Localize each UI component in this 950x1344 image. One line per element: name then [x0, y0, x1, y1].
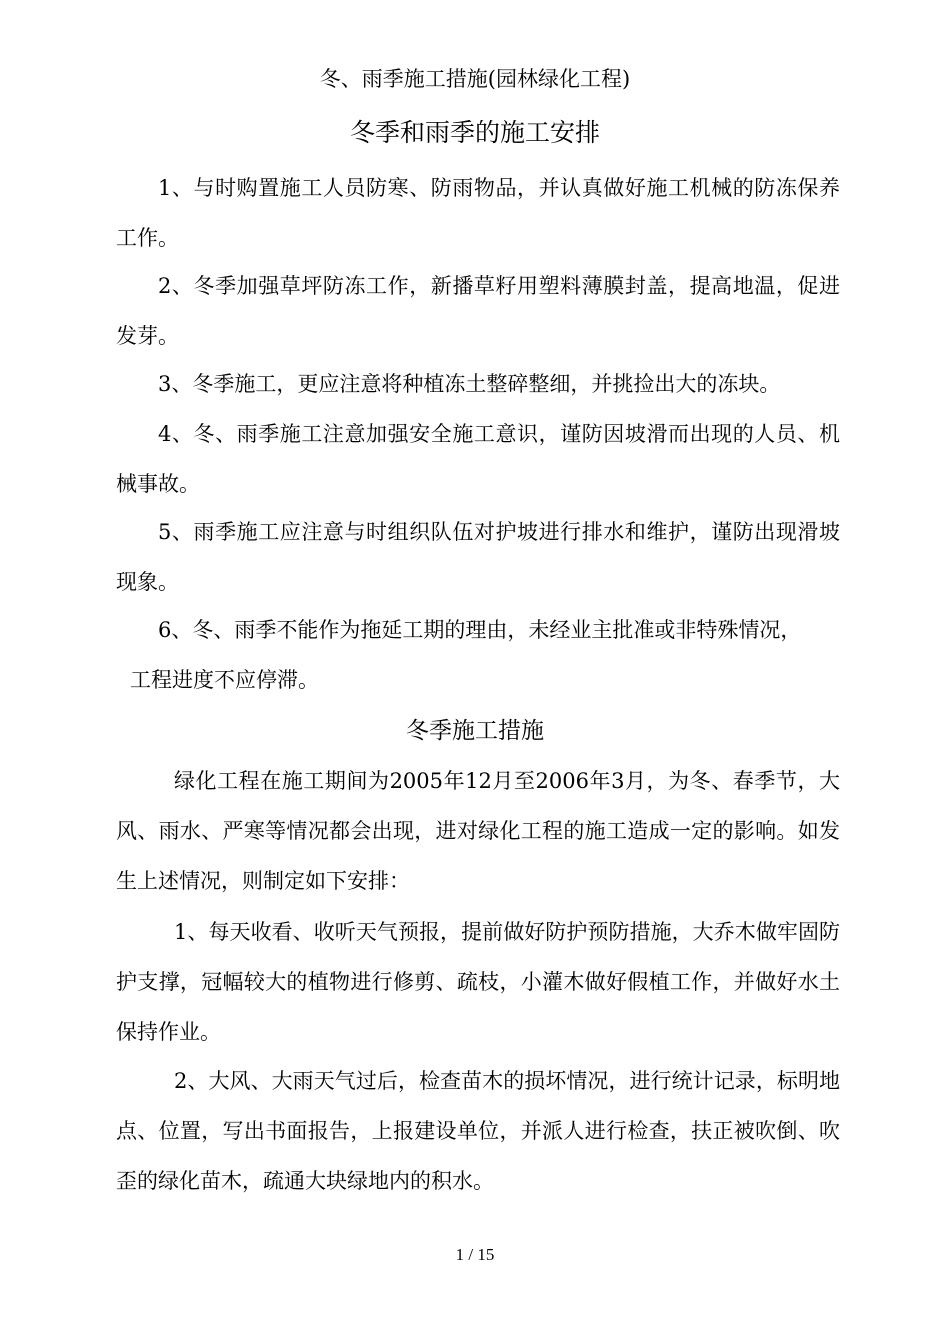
arrangement-item-6-line-1: 6、冬、雨季不能作为拖延工期的理由，未经业主批准或非特殊情况，: [158, 618, 802, 642]
arrangement-item-6-line-2: 工程进度不应停滞。: [130, 668, 319, 692]
section-heading-winter-rain-arrangement: 冬季和雨季的施工安排: [349, 118, 600, 147]
arrangement-item-4: 4、冬、雨季施工注意加强安全施工意识，谨防因坡滑而出现的人员、机械事故。: [116, 422, 840, 496]
page-number: 1 / 15: [455, 1245, 495, 1264]
winter-measure-item-2: 2、大风、大雨天气过后，检查苗木的损坏情况，进行统计记录，标明地点、位置，写出书面报告，上报建设单位，并派人进行检查，扶正被吹倒、吹歪的绿化苗木，疏通大块绿地内的积水。: [116, 1069, 840, 1193]
document-title: 冬、雨季施工措施(园林绿化工程): [319, 67, 631, 91]
arrangement-item-3: 3、冬季施工，更应注意将种植冻土整碎整细，并挑捡出大的冻块。: [158, 372, 781, 396]
winter-measures-intro: 绿化工程在施工期间为2005年12月至2006年3月，为冬、春季节，大风、雨水、严寒等情况都会出现，进对绿化工程的施工造成一定的影响。如发生上述情况，则制定如下安排：: [116, 769, 840, 893]
arrangement-item-2: 2、冬季加强草坪防冻工作，新播草籽用塑料薄膜封盖，提高地温，促进发芽。: [116, 274, 840, 348]
arrangement-item-6: [116, 605, 840, 705]
arrangement-item-5: 5、雨季施工应注意与时组织队伍对护坡进行排水和维护，谨防出现滑坡现象。: [116, 520, 840, 594]
winter-measure-item-1: 1、每天收看、收听天气预报，提前做好防护预防措施，大乔木做牢固防护支撑，冠幅较大的植物进行修剪、疏枝，小灌木做好假植工作，并做好水土保持作业。: [116, 920, 840, 1044]
section-heading-winter-measures: 冬季施工措施: [406, 718, 544, 744]
arrangement-item-1: 1、与时购置施工人员防寒、防雨物品，并认真做好施工机械的防冻保养工作。: [116, 176, 840, 250]
